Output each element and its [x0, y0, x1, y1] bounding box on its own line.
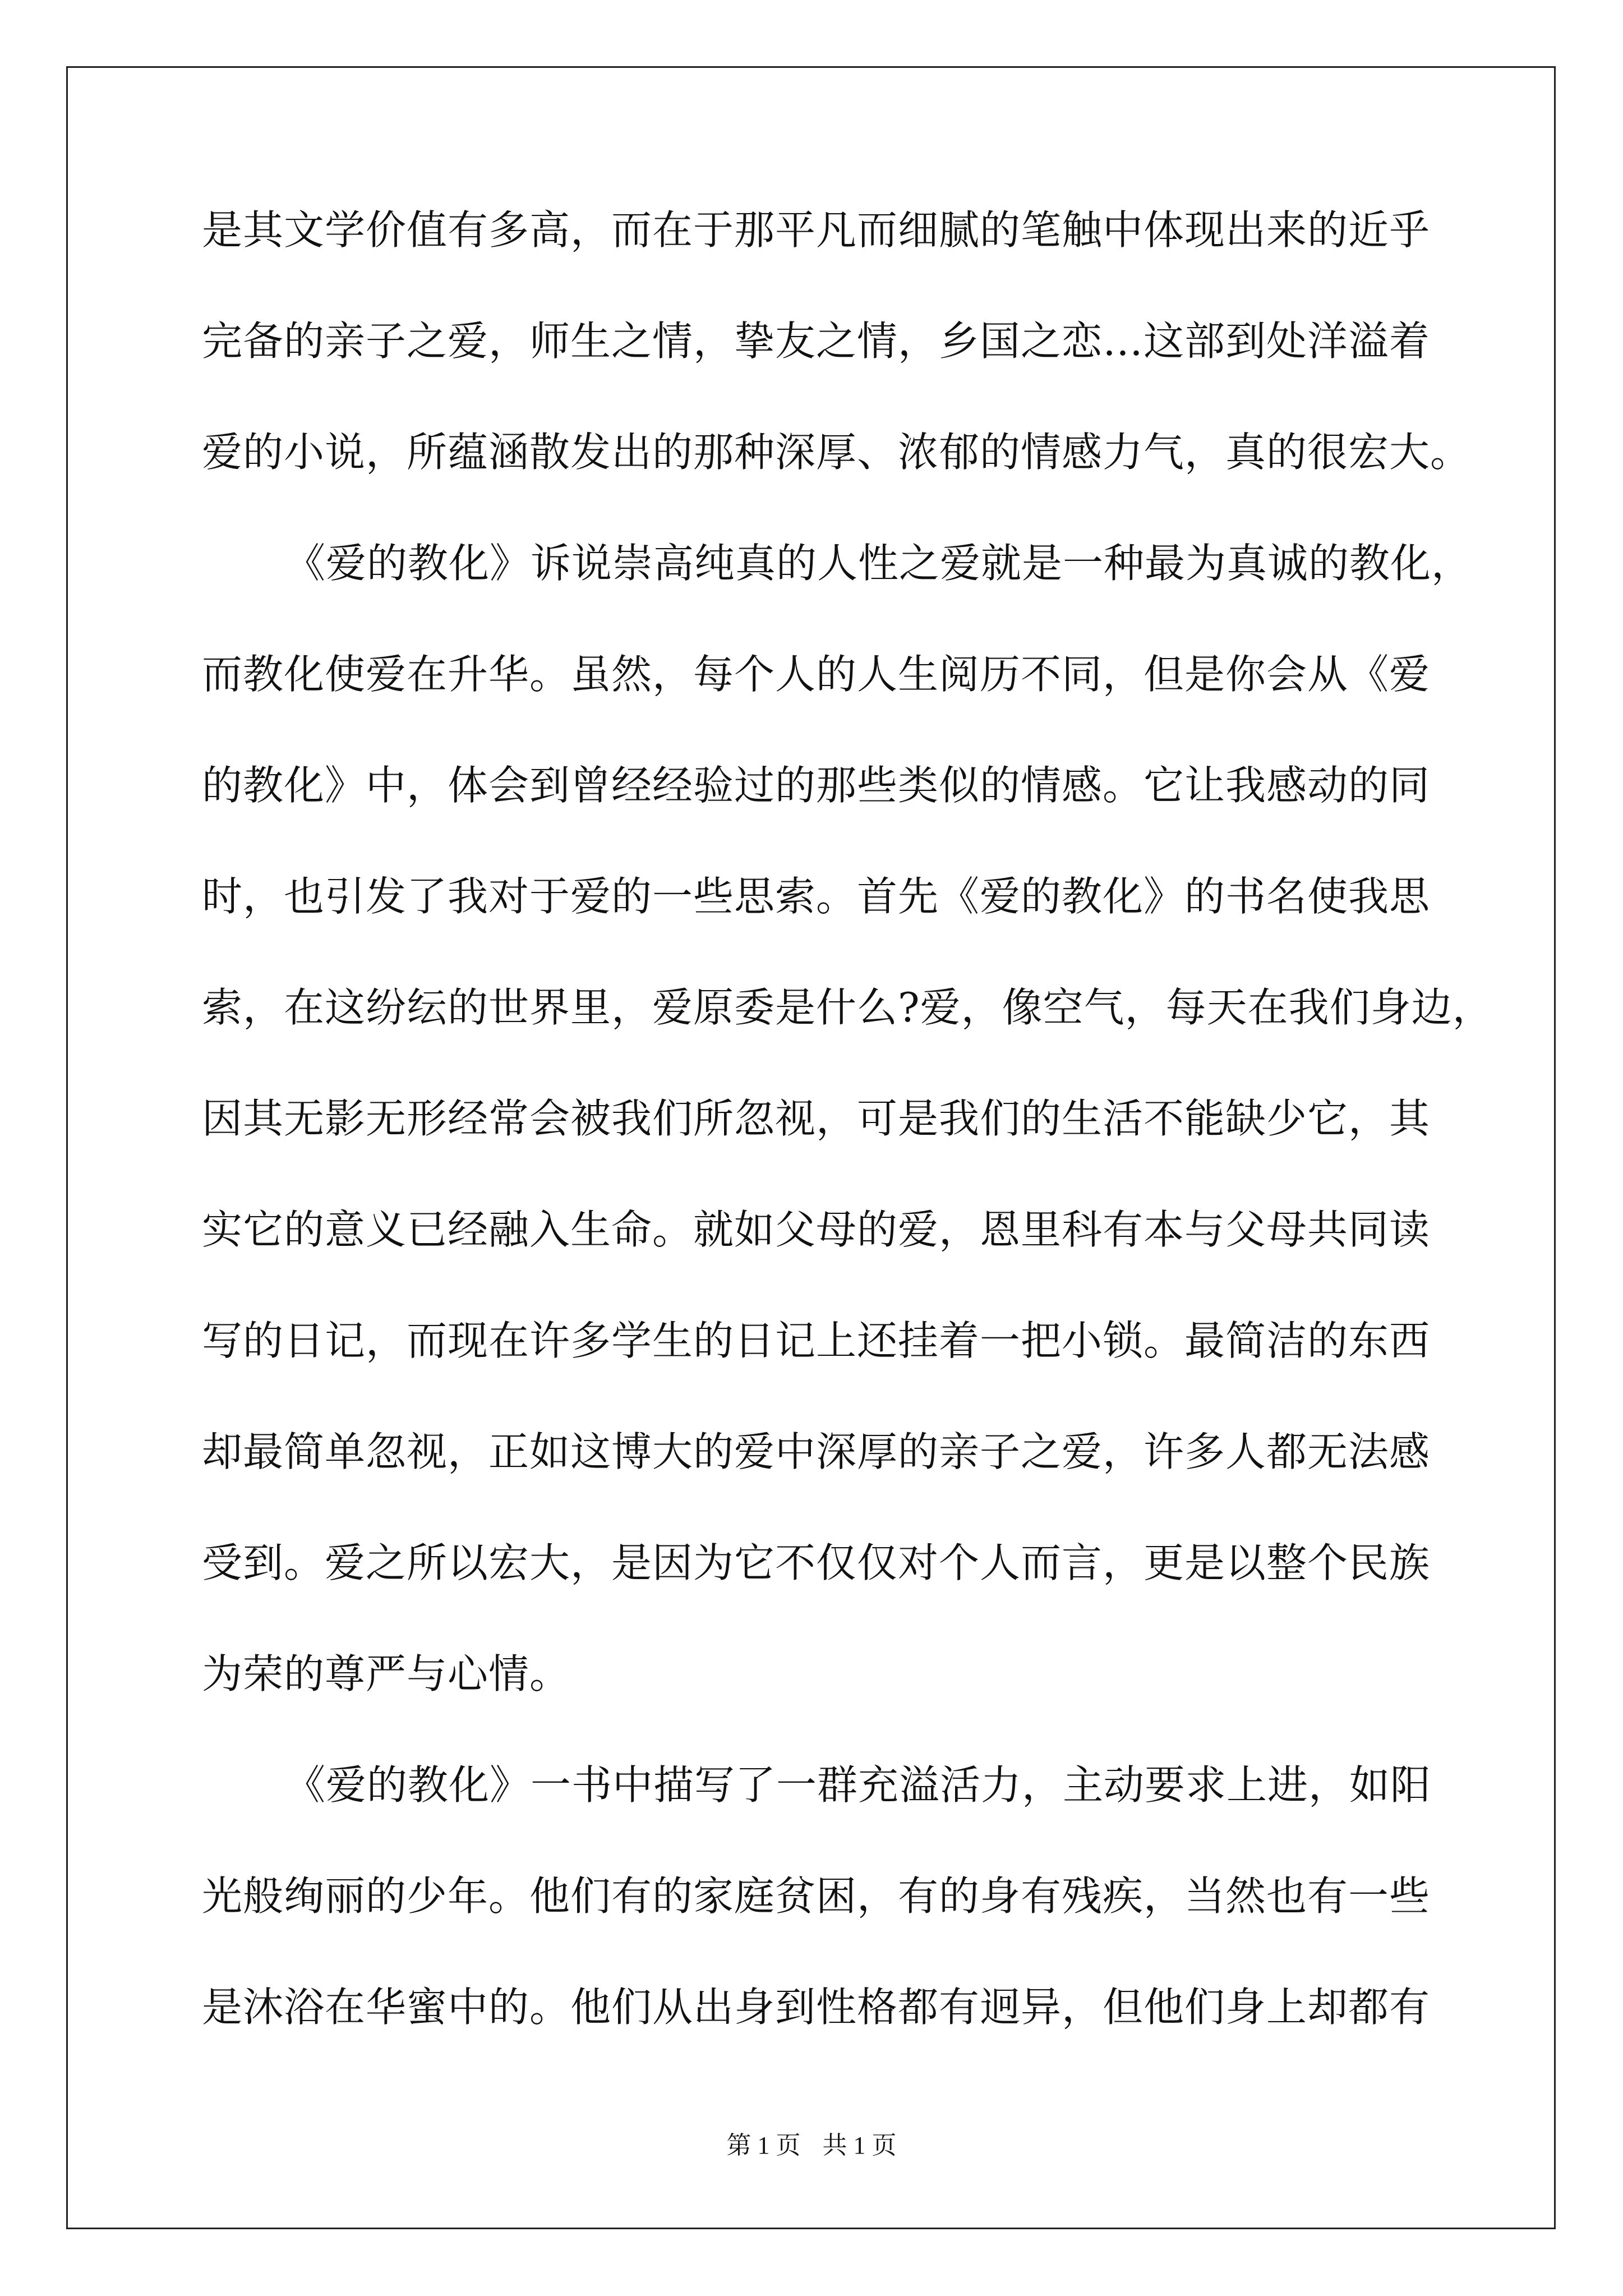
page-number-current: 第 1 页 — [726, 2132, 801, 2159]
text-line: 受到。爱之所以宏大，是因为它不仅仅对个人而言，更是以整个民族 — [202, 1539, 1431, 1586]
text-line: 因其无影无形经常会被我们所忽视，可是我们的生活不能缺少它，其 — [202, 1095, 1431, 1142]
text-line: 是沐浴在华蜜中的。他们从出身到性格都有迥异，但他们身上却都有 — [202, 1984, 1431, 2031]
text-line: 《爱的教化》一书中描写了一群充溢活力，主动要求上进，如阳 — [285, 1761, 1432, 1809]
text-line: 爱的小说，所蕴涵散发出的那种深厚、浓郁的情感力气，真的很宏大。 — [202, 429, 1472, 476]
text-line: 写的日记，而现在许多学生的日记上还挂着一把小锁。最简洁的东西 — [202, 1317, 1431, 1364]
page-footer — [0, 2129, 1623, 2162]
text-line: 的教化》中，体会到曾经经验过的那些类似的情感。它让我感动的同 — [202, 762, 1431, 809]
text-line: 实它的意义已经融入生命。就如父母的爱，恩里科有本与父母共同读 — [202, 1206, 1431, 1253]
text-line: 光般绚丽的少年。他们有的家庭贫困，有的身有残疾，当然也有一些 — [202, 1872, 1431, 1920]
text-line: 却最简单忽视，正如这博大的爱中深厚的亲子之爱，许多人都无法感 — [202, 1428, 1431, 1475]
text-line: 《爱的教化》诉说崇高纯真的人性之爱就是一种最为真诚的教化， — [285, 540, 1473, 587]
text-line: 索，在这纷纭的世界里，爱原委是什么?爱，像空气，每天在我们身边， — [202, 984, 1493, 1031]
text-line: 时，也引发了我对于爱的一些思索。首先《爱的教化》的书名使我思 — [202, 873, 1431, 920]
page-number-total: 共 1 页 — [822, 2132, 897, 2159]
text-line: 而教化使爱在升华。虽然，每个人的人生阅历不同，但是你会从《爱 — [202, 651, 1431, 698]
text-line: 完备的亲子之爱，师生之情，挚友之情，乡国之恋…这部到处洋溢着 — [202, 318, 1431, 365]
text-line: 是其文学价值有多高，而在于那平凡而细腻的笔触中体现出来的近乎 — [202, 206, 1431, 254]
text-line: 为荣的尊严与心情。 — [202, 1650, 571, 1697]
